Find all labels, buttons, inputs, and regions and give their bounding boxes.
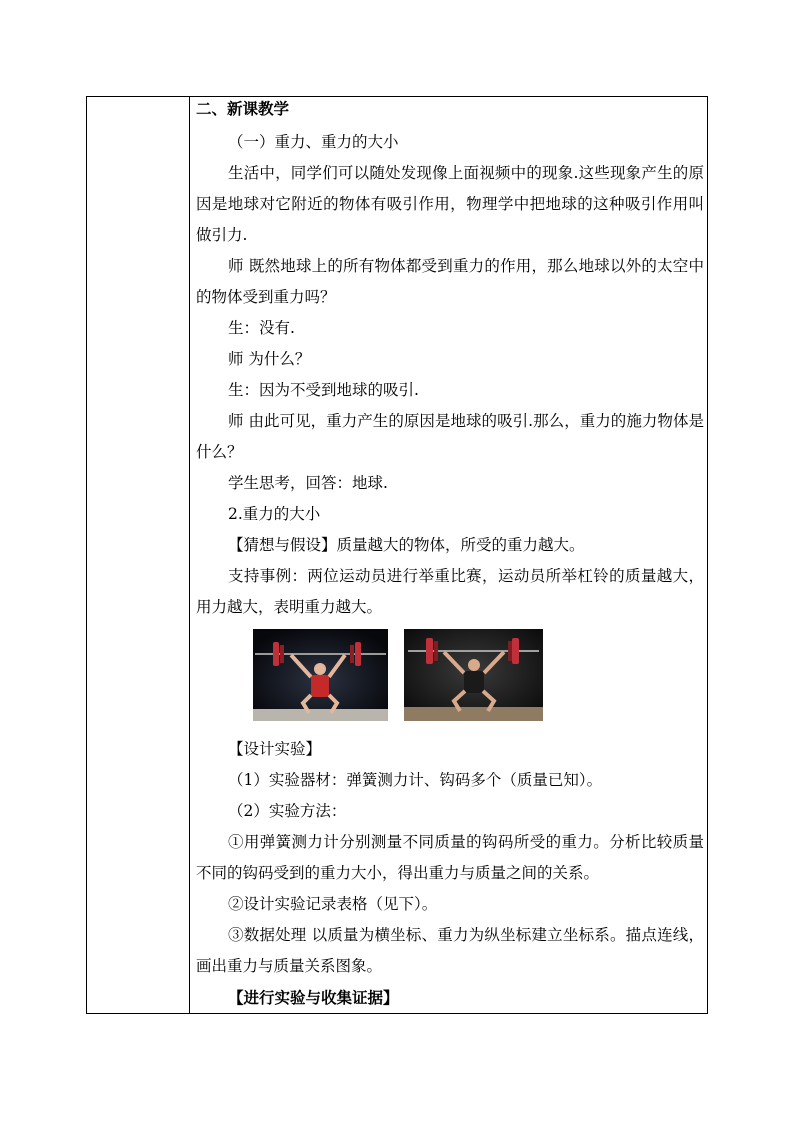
paragraph-student-think: 学生思考，回答：地球. — [228, 474, 388, 492]
lesson-table — [86, 96, 708, 1014]
left-column-cell — [87, 97, 190, 1013]
paragraph-supporting-example: 支持事例：两位运动员进行举重比赛，运动员所举杠铃的质量越大，用力越大，表明重力越大。 — [196, 567, 704, 616]
paragraph-hypothesis: 【猜想与假设】质量越大的物体，所受的重力越大。 — [228, 536, 585, 554]
paragraph-teacher-why: 师 为什么？ — [228, 350, 311, 368]
weightlifting-photos — [196, 629, 704, 730]
paragraph-teacher-question: 师 既然地球上的所有物体都受到重力的作用，那么地球以外的太空中的物体受到重力吗？ — [196, 257, 704, 306]
subsection-title: （一）重力、重力的大小 — [228, 133, 399, 151]
paragraph-equipment: （1）实验器材：弹簧测力计、钩码多个（质量已知）。 — [228, 771, 603, 789]
paragraph-gravity-magnitude: 2.重力的大小 — [228, 505, 321, 523]
content-cell — [196, 97, 704, 1013]
paragraph-collect-evidence: 【进行实验与收集证据】 — [228, 988, 399, 1007]
paragraph-design-experiment: 【设计实验】 — [228, 740, 322, 758]
paragraph-gravity-origin: 生活中，同学们可以随处发现像上面视频中的现象.这些现象产生的原因是地球对它附近的物体有吸引作用，物理学中把地球的这种吸引作用叫做引力. — [196, 164, 704, 244]
weightlifter-black-photo — [404, 629, 543, 721]
paragraph-method: （2）实验方法： — [228, 802, 347, 820]
paragraph-method-step-2: ②设计实验记录表格（见下）。 — [228, 895, 438, 913]
weightlifter-red-photo — [253, 629, 388, 721]
paragraph-teacher-conclusion: 师 由此可见，重力产生的原因是地球的吸引.那么，重力的施力物体是什么？ — [196, 412, 704, 461]
paragraph-student-answer: 生：没有. — [228, 319, 295, 337]
paragraph-method-step-3: ③数据处理 以质量为横坐标、重力为纵坐标建立坐标系。描点连线，画出重力与质量关系图象。 — [196, 926, 704, 975]
paragraph-method-step-1: ①用弹簧测力计分别测量不同质量的钩码所受的重力。分析比较质量不同的钩码受到的重力大小，得出重力与质量之间的关系。 — [196, 833, 704, 882]
section-title: 二、新课教学 — [196, 99, 290, 118]
paragraph-student-reason: 生：因为不受到地球的吸引. — [228, 381, 419, 399]
